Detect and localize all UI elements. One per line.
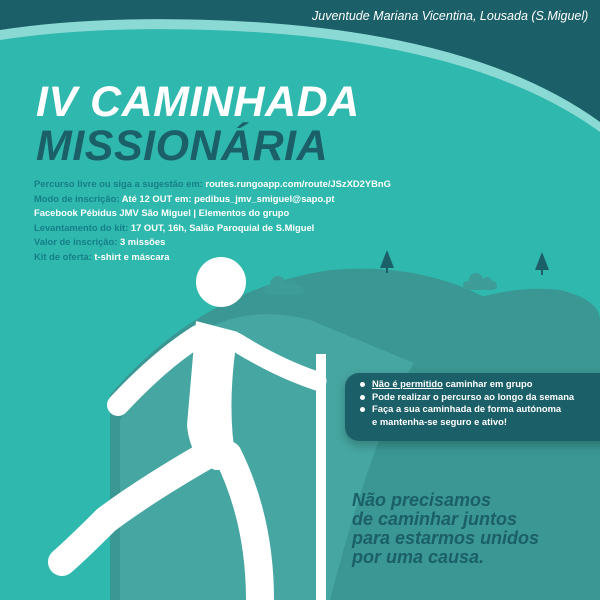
organization-subtitle: Juventude Mariana Vicentina, Lousada (S.Miguel) bbox=[312, 9, 589, 23]
rule-text: Pode realizar o percurso ao longo da semana bbox=[372, 390, 575, 402]
info-fee bbox=[34, 235, 391, 250]
route-link[interactable]: routes.rungoapp.com/route/JSzXD2YBnG bbox=[205, 178, 391, 189]
info-kit-pickup bbox=[34, 221, 391, 236]
info-label: Levantamento do kit: bbox=[34, 221, 131, 233]
info-label: Kit de oferta: bbox=[34, 250, 95, 262]
rule-text: Faça a sua caminhada de forma autónoma bbox=[372, 403, 562, 415]
info-label: Valor de inscrição: bbox=[34, 236, 120, 248]
fee-value: 3 missões bbox=[119, 236, 166, 248]
info-kit-offer bbox=[34, 250, 391, 265]
info-route bbox=[34, 177, 391, 192]
info-facebook bbox=[34, 206, 391, 221]
kit-pickup-value: 17 OUT, 16h, Salão Paroquial de S.Miguel bbox=[130, 221, 315, 233]
rule-item bbox=[372, 391, 574, 404]
info-list bbox=[34, 177, 391, 265]
slogan-line: Não precisamos bbox=[352, 490, 492, 510]
info-label: Modo de inscrição: bbox=[34, 192, 122, 204]
info-label: Percurso livre ou siga a sugestão em: bbox=[34, 178, 206, 189]
bullet-icon bbox=[360, 407, 365, 412]
bullet-icon bbox=[360, 382, 365, 387]
rule-emphasis: Não é permitido bbox=[372, 378, 443, 389]
rule-item bbox=[372, 403, 574, 416]
info-registration bbox=[34, 192, 391, 207]
bullet-icon bbox=[360, 395, 365, 400]
facebook-value: Facebook Pébidus JMV São Miguel | Elementos do grupo bbox=[34, 207, 290, 219]
registration-email[interactable]: Até 12 OUT em: pedibus_jmv_smiguel@sapo.pt bbox=[121, 192, 335, 204]
page-title: IV CAMINHADA bbox=[36, 78, 360, 126]
rule-text: e mantenha-se seguro e ativo! bbox=[372, 415, 507, 427]
rules-list bbox=[345, 378, 574, 428]
page-subtitle: MISSIONÁRIA bbox=[36, 122, 329, 170]
kit-offer-value: t-shirt e máscara bbox=[94, 250, 170, 262]
slogan bbox=[352, 491, 539, 567]
rule-text: caminhar em grupo bbox=[442, 378, 533, 389]
slogan-line: para estarmos unidos bbox=[352, 528, 540, 548]
rule-item-continuation bbox=[372, 416, 574, 429]
rules-box bbox=[345, 373, 600, 441]
slogan-line: de caminhar juntos bbox=[352, 509, 518, 529]
rule-item bbox=[372, 378, 574, 391]
slogan-line: por uma causa. bbox=[352, 547, 485, 567]
